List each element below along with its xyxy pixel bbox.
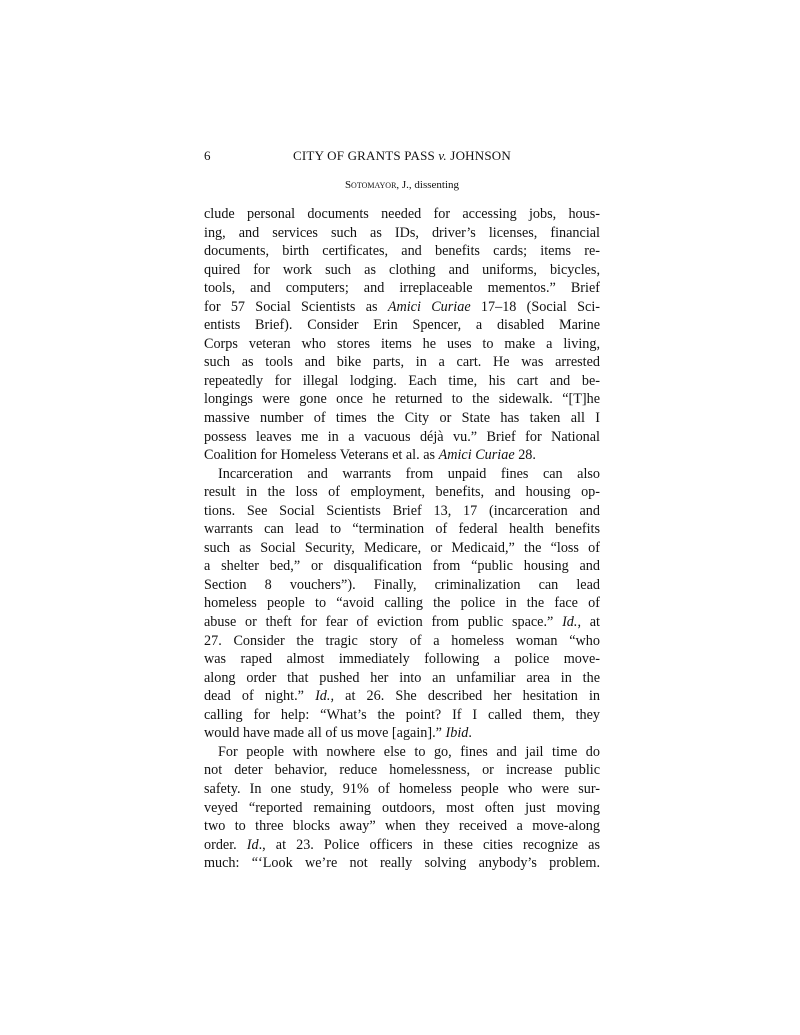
opinion-type: , J., dissenting bbox=[396, 179, 460, 191]
text-line: documents, birth certificates, and benefits cards; items re- bbox=[204, 243, 600, 260]
paragraph-2 bbox=[204, 465, 600, 743]
text-line: dead of night.” Id., at 26. She described her hesitation in bbox=[204, 688, 601, 705]
text-line: 27. Consider the tragic story of a homeless woman “who bbox=[204, 632, 600, 649]
text-line: homeless people to “avoid calling the police in the face of bbox=[204, 595, 600, 612]
text-line: order. Id., at 23. Police officers in these cities recognize as bbox=[204, 836, 600, 853]
opinion-subheader bbox=[204, 177, 600, 193]
text-line: was raped almost immediately following a police move- bbox=[204, 651, 600, 668]
text-line: massive number of times the City or State has taken all I bbox=[204, 410, 600, 427]
text-line: entists Brief). Consider Erin Spencer, a disabled Marine bbox=[204, 317, 600, 334]
page-number: 6 bbox=[204, 148, 211, 163]
text-line: for 57 Social Scientists as Amici Curiae 17–18 (Social Sci- bbox=[204, 298, 600, 315]
opinion-body bbox=[204, 205, 600, 873]
text-line: Incarceration and warrants from unpaid fines can also bbox=[218, 465, 600, 482]
text-line: repeatedly for illegal lodging. Each time, his cart and be- bbox=[204, 372, 600, 389]
text-line: For people with nowhere else to go, fines and jail time do bbox=[218, 743, 600, 760]
text-line: warrants can lead to “termination of federal health benefits bbox=[204, 521, 600, 538]
text-line: much: “‘Look we’re not really solving anybody’s problem. bbox=[204, 855, 600, 872]
text-line: result in the loss of employment, benefits, and housing op- bbox=[204, 484, 600, 501]
text-line: quired for work such as clothing and uniforms, bicycles, bbox=[204, 261, 600, 278]
text-line: Section 8 vouchers”). Finally, criminalization can lead bbox=[204, 576, 600, 593]
text-line: would have made all of us move [again].” Ibid. bbox=[204, 725, 472, 742]
text-line: longings were gone once he returned to the sidewalk. “[T]he bbox=[204, 391, 600, 408]
text-line: tions. See Social Scientists Brief 13, 17 (incarceration and bbox=[204, 502, 600, 519]
text-line: Corps veteran who stores items he uses to make a living, bbox=[204, 335, 600, 352]
text-line: two to three blocks away” when they received a move-along bbox=[204, 818, 600, 835]
text-line: not deter behavior, reduce homelessness, or increase public bbox=[204, 762, 600, 779]
text-line: along order that pushed her into an unfamiliar area in the bbox=[204, 669, 600, 686]
text-line: veyed “reported remaining outdoors, most often just moving bbox=[204, 799, 600, 816]
text-line: possess leaves me in a vacuous déjà vu.” Brief for National bbox=[204, 428, 600, 445]
paragraph-1 bbox=[204, 205, 600, 465]
running-header bbox=[204, 147, 600, 165]
paragraph-3 bbox=[204, 743, 600, 873]
text-line: safety. In one study, 91% of homeless people who were sur- bbox=[204, 780, 600, 797]
text-line: such as tools and bike parts, in a cart. He was arrested bbox=[204, 354, 600, 371]
case-title: CITY OF GRANTS PASS v. JOHNSON bbox=[293, 148, 511, 163]
text-line: abuse or theft for fear of eviction from public space.” Id., at bbox=[204, 614, 600, 631]
text-line: such as Social Security, Medicare, or Medicaid,” the “loss of bbox=[204, 539, 600, 556]
justice-name: Sotomayor bbox=[344, 179, 397, 191]
text-line: calling for help: “What’s the point? If I called them, they bbox=[204, 706, 600, 723]
text-line: a shelter bed,” or disqualification from “public housing and bbox=[204, 558, 600, 575]
text-line: Coalition for Homeless Veterans et al. as Amici Curiae 28. bbox=[204, 447, 536, 464]
text-line: tools, and computers; and irreplaceable mementos.” Brief bbox=[204, 280, 600, 297]
text-line: clude personal documents needed for accessing jobs, hous- bbox=[204, 206, 600, 222]
text-line: ing, and services such as IDs, driver’s licenses, financial bbox=[204, 224, 600, 241]
